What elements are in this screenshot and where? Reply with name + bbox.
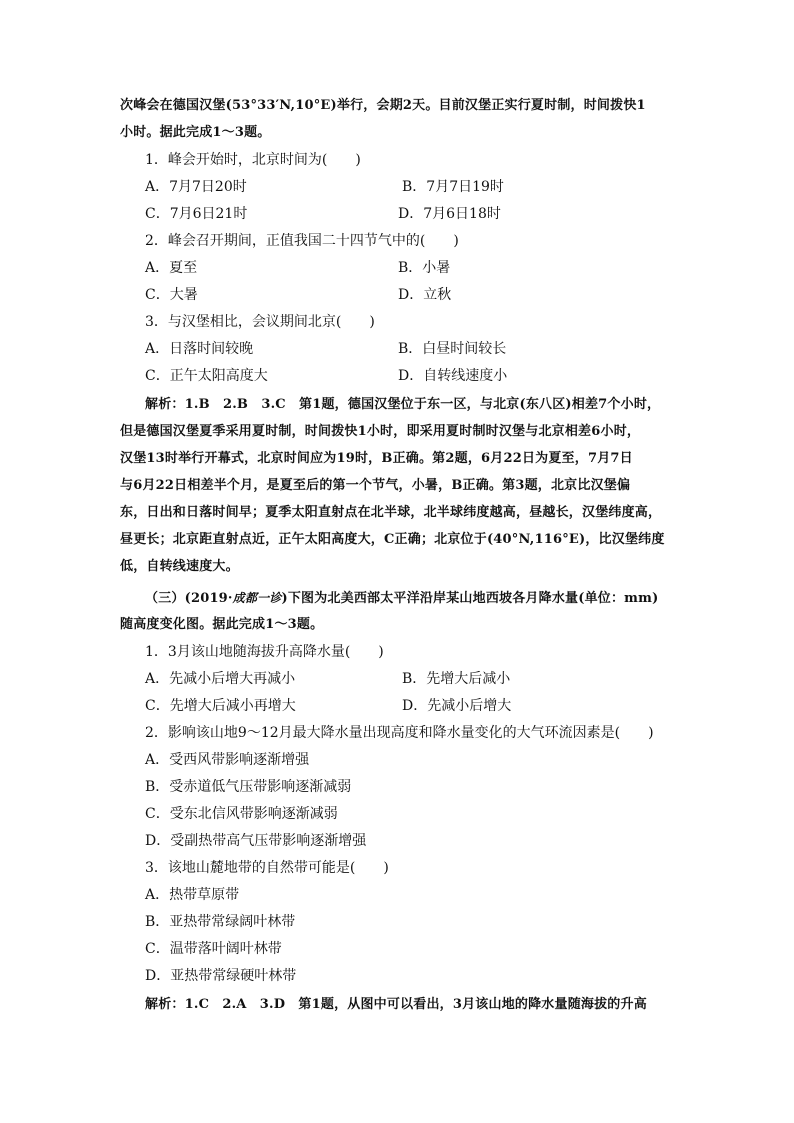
intro-line-1: 次峰会在德国汉堡(53°33′N,10°E)举行，会期2天。目前汉堡正实行夏时制，时间拨快1: [120, 98, 646, 113]
analysis-line: 汉堡13时举行开幕式，北京时间应为19时，B正确。第2题，6月22日为夏至，7月7日: [120, 451, 633, 466]
q2-option-a: A．夏至: [145, 260, 198, 276]
q3-option-d: D．自转线速度小: [398, 368, 508, 384]
q1-stem: 1．峰会开始时，北京时间为( ): [145, 152, 361, 168]
p3-q1-option-d: D．先减小后增大: [402, 698, 512, 714]
section-heading-suffix: )下图为北美西部太平洋沿岸某山地西坡各月降水量(单位：mm): [281, 591, 659, 606]
analysis-line: 东，日出和日落时间早；夏季太阳直射点在北半球，北半球纬度越高，昼越长，汉堡纬度高，: [120, 505, 662, 520]
p3-q1-option-a: A．先减小后增大再减小: [145, 671, 296, 687]
analysis-line: 解析：1.B 2.B 3.C 第1题，德国汉堡位于东一区，与北京(东八区)相差7个小时，: [145, 397, 661, 412]
intro-line-2: 小时。据此完成1～3题。: [120, 125, 271, 140]
q3-option-b: B．白昼时间较长: [398, 341, 507, 357]
p3-q2-stem: 2．影响该山地9～12月最大降水量出现高度和降水量变化的大气环流因素是( ): [145, 725, 654, 741]
section-heading-prefix: （三）(2019·: [145, 591, 233, 606]
p3-q1-option-b: B．先增大后减小: [402, 671, 511, 687]
q2-stem: 2．峰会召开期间，正值我国二十四节气中的( ): [145, 233, 459, 249]
p3-q2-option-c: C．受东北信风带影响逐渐减弱: [145, 806, 338, 822]
section-heading: [145, 589, 658, 608]
p3-q2-option-b: B．受赤道低气压带影响逐渐减弱: [145, 779, 352, 795]
q1-option-a: A．7月7日20时: [145, 179, 247, 195]
analysis-line: 与6月22日相差半个月，是夏至后的第一个节气，小暑，B正确。第3题，北京比汉堡偏: [120, 478, 631, 493]
q3-option-c: C．正午太阳高度大: [145, 368, 268, 384]
p3-q3-option-d: D．亚热带常绿硬叶林带: [145, 968, 297, 984]
p3-q1-option-c: C．先增大后减小再增大: [145, 698, 296, 714]
analysis-line: 低，自转线速度大。: [120, 559, 239, 574]
q2-option-b: B．小暑: [398, 260, 451, 276]
section-heading-line-2: 随高度变化图。据此完成1～3题。: [120, 617, 324, 632]
q1-option-c: C．7月6日21时: [145, 206, 248, 222]
analysis-line: 但是德国汉堡夏季采用夏时制，时间拨快1小时，即采用夏时制时汉堡与北京相差6小时，: [120, 424, 641, 439]
p3-q3-stem: 3．该地山麓地带的自然带可能是( ): [145, 860, 389, 876]
analysis-line: 昼更长；北京距直射点近，正午太阳高度大，C正确；北京位于(40°N,116°E)，比汉堡纬度: [120, 532, 665, 547]
p3-q3-option-a: A．热带草原带: [145, 887, 240, 903]
section-source: 成都一诊: [232, 591, 282, 605]
q1-option-b: B．7月7日19时: [402, 179, 504, 195]
p3-q3-option-c: C．温带落叶阔叶林带: [145, 941, 282, 957]
q3-option-a: A．日落时间较晚: [145, 341, 254, 357]
q1-option-d: D．7月6日18时: [398, 206, 501, 222]
q2-option-d: D．立秋: [398, 287, 452, 303]
p3-analysis-line: 解析：1.C 2.A 3.D 第1题，从图中可以看出，3月该山地的降水量随海拔的升高: [145, 997, 647, 1012]
p3-q2-option-d: D．受副热带高气压带影响逐渐增强: [145, 833, 367, 849]
p3-q3-option-b: B．亚热带常绿阔叶林带: [145, 914, 296, 930]
q2-option-c: C．大暑: [145, 287, 198, 303]
p3-q2-option-a: A．受西风带影响逐渐增强: [145, 752, 310, 768]
p3-q1-stem: 1．3月该山地随海拔升高降水量( ): [145, 644, 384, 660]
q3-stem: 3．与汉堡相比，会议期间北京( ): [145, 314, 375, 330]
